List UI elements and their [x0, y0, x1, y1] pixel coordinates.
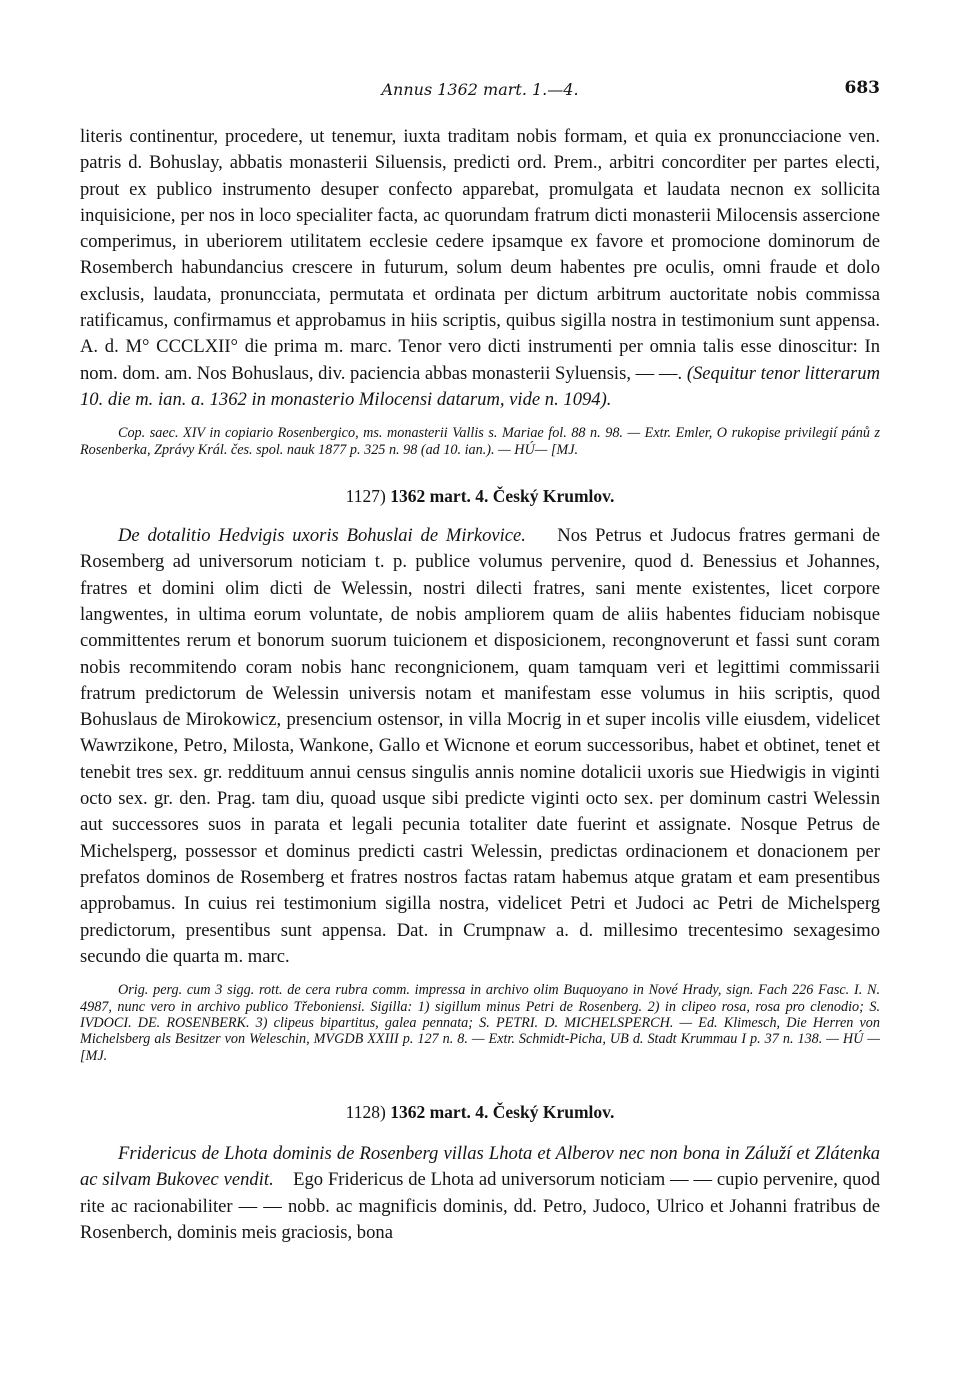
entry-1126-editorial-note: (Sequitur tenor litterarum 10. die m. ian. a. 1362 in monasterio Milocensi datarum, vide n. 1094). [80, 362, 880, 410]
entry-1128-regest: Fridericus de Lhota dominis de Rosenberg villas Lhota et Alberov nec non bona in Záluží et Zlátenka ac silvam Bukovec vendit. [80, 1143, 880, 1191]
page-number: 683 [844, 78, 880, 98]
entry-1128-heading [80, 1102, 880, 1123]
entry-1127-body [80, 523, 880, 970]
entry-1128-number: 1128) [345, 1102, 386, 1123]
entry-1126-apparatus: Cop. saec. XIV in copiario Rosenbergico, ms. monasterii Vallis s. Mariae fol. 88 n. 98. — Extr. Emler, O rukopise privilegií pánů z Rosenberka, Zprávy Král. čes. spol. nauk 1877 p. 325 n. 98 (ad 10. ian.). — HÚ— [MJ. [80, 425, 880, 458]
entry-1126-text: literis continentur, procedere, ut tenemur, iuxta traditam nobis formam, et quia ex pronuncciacione ven. patris d. Bohuslay, abbatis monasterii Siluensis, predicti ord. Prem., arbitri concorditer per partes electi, prout ex publico instrumento desuper confecto apparebat, promulgata et laudata necnon ex sollicita inquisicione, per nos in loco specialiter facta, ac quorundam fratrum dicti monasterii Milocensis assercione comperimus, in uberiorem utilitatem ecclesie cedere ipsamque ex favore et promocione dominorum de Rosemberch habundancius crescere in futurum, solum deum habentes pre oculis, omni fraude et dolo exclusis, laudata, pronuncciata, permutata et ordinata per dictum arbitrum auctoritate nobis commissa ratificamus, confirmamus et approbamus in hiis scriptis, quibus sigilla nostra in testimonium sunt appensa. A. d. M° CCCLXII° die prima m. marc. Tenor vero dicti instrumenti per omnia talis esse dinoscitur: In nom. dom. am. Nos Bohuslaus, div. paciencia abbas monasterii Syluensis, — —. [80, 126, 880, 384]
entry-1127-apparatus: Orig. perg. cum 3 sigg. rott. de cera rubra comm. impressa in archivo olim Buquoyano in Nové Hrady, sign. Fach 226 Fasc. I. N. 4987, nunc vero in archivo publico Třeboniensi. Sigilla: 1) sigillum minus Petri de Rosenberg. 2) in clipeo rosa, rosa pro clenodio; S. IVDOCI. DE. ROSENBERK. 3) clipeus bipartitus, galea pennata; S. PETRI. D. MICHELSPERCH. — Ed. Klimesch, Die Herren von Michelsberg als Besitzer von Weleschin, MVGDB XXIII p. 127 n. 8. — Extr. Schmidt-Picha, UB d. Stadt Krummau I p. 37 n. 138. — HÚ — [MJ. [80, 982, 880, 1064]
entry-1127-number: 1127) [345, 486, 386, 507]
entry-1126-continuation [80, 124, 880, 413]
entry-1127-text: Nos Petrus et Judocus fratres germani de Rosemberg ad universorum noticiam t. p. publice volumus pervenire, quod d. Benessius et Johannes, fratres et domini olim dicti de Welessin, nostri dilecti fratres, sani mente existentes, licet corpore langwentes, in ultima eorum voluntate, de nobis ampliorem quam de aliis habentes fiduciam nobisque committentes rerum et bonorum suorum tuicionem et disposicionem, recongnoverunt et fassi sunt coram nobis recommitendo coram nobis hanc recongnicionem, quam tamquam veri et legittimi commissarii fratrum predictorum de Welessin universis notam et manifestam esse volumus in hiis scriptis, quod Bohuslaus de Mirokowicz, presencium ostensor, in villa Mocrig in et super incolis ville eiusdem, videlicet Wawrzikone, Petro, Milosta, Wankone, Gallo et Wicnone et eorum successoribus, habet et obtinet, tenet et tenebit tres sex. gr. reddituum annui census singulis annis nomine dotalicii uxoris sue Hiedwigis in viginti octo sex. gr. den. Prag. tam diu, quoad usque sibi predicte viginti octo sex. per dominum castri Welessin aut successores suos in parata et legali pecunia totaliter date fuerint et assignate. Nosque Petrus de Michelsperg, possessor et dominus predicti castri Welessin, predictas ordinacionem et donacionem per prefatos dominos de Rosemberg et fratres nostros factas ratam habemus atque gratam et eam presentibus approbamus. In cuius rei testimonium sigilla nostra, videlicet Petri et Judoci ac Petri de Michelsperg predictorum, presentibus sunt appensa. Dat. in Crumpnaw a. d. millesimo trecentesimo sexagesimo secundo die quarta m. marc. [80, 525, 881, 967]
entry-1127-heading [80, 486, 880, 507]
running-head [80, 72, 880, 102]
entry-1127-date: 1362 mart. 4. Český Krumlov. [390, 486, 615, 507]
running-head-title: Annus 1362 mart. 1.—4. [381, 80, 579, 99]
entry-1128-text: Ego Fridericus de Lhota ad universorum noticiam — — cupio pervenire, quod rite ac racionabiliter — — nobb. ac magnificis dominis, dd. Petro, Judoco, Ulrico et Johanni fratribus de Rosenberch, dominis meis graciosis, bona [80, 1169, 880, 1244]
entry-1127-regest: De dotalitio Hedvigis uxoris Bohuslai de Mirkovice. [118, 525, 526, 547]
entry-1128-date: 1362 mart. 4. Český Krumlov. [390, 1102, 615, 1123]
document-page [80, 72, 880, 1246]
entry-1128-body [80, 1141, 880, 1246]
